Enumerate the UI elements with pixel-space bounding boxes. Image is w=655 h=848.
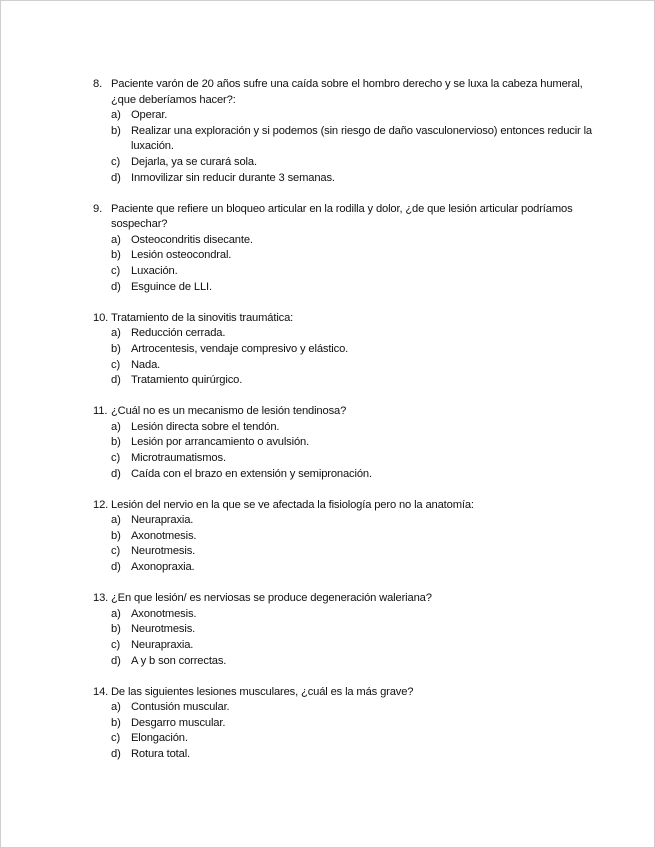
option-text: Lesión osteocondral.	[131, 249, 232, 262]
answer-options	[93, 700, 593, 762]
option-letter: c)	[111, 451, 121, 464]
question-text: Lesión del nervio en la que se ve afectada la fisiología pero no la anatomía:	[111, 498, 474, 511]
option-letter: b)	[111, 623, 121, 636]
answer-options	[93, 513, 593, 575]
answer-option	[111, 544, 593, 560]
option-text: Neurapraxia.	[131, 638, 194, 651]
option-letter: d)	[111, 280, 121, 293]
option-text: Neurotmesis.	[131, 623, 196, 636]
question-stem	[93, 498, 593, 514]
option-letter: a)	[111, 607, 121, 620]
question-10	[93, 311, 593, 389]
question-stem	[93, 202, 593, 233]
answer-options	[93, 233, 593, 295]
answer-option	[111, 280, 593, 296]
answer-option	[111, 326, 593, 342]
answer-option	[111, 233, 593, 249]
option-text: Osteocondritis disecante.	[131, 233, 253, 246]
question-number: 13.	[93, 592, 109, 605]
question-list	[93, 77, 593, 778]
option-letter: a)	[111, 327, 121, 340]
option-text: Elongación.	[131, 732, 188, 745]
question-number: 11.	[93, 405, 108, 418]
answer-option	[111, 435, 593, 451]
option-text: Microtraumatismos.	[131, 451, 226, 464]
question-14	[93, 685, 593, 763]
question-text: Paciente que refiere un bloqueo articular en la rodilla y dolor, ¿de que lesión articular podríamos sospechar?	[111, 202, 573, 231]
option-text: Esguince de LLI.	[131, 280, 212, 293]
question-8	[93, 77, 593, 186]
question-text: Paciente varón de 20 años sufre una caída sobre el hombro derecho y se luxa la cabeza humeral, ¿que deberíamos hacer?:	[111, 78, 583, 106]
question-number: 10.	[93, 311, 109, 324]
question-stem	[93, 77, 593, 108]
option-text: Dejarla, ya se curará sola.	[131, 155, 257, 168]
answer-option	[111, 560, 593, 576]
answer-option	[111, 373, 593, 389]
option-letter: a)	[111, 701, 121, 714]
option-letter: d)	[111, 467, 121, 480]
option-letter: d)	[111, 654, 121, 667]
option-text: Realizar una exploración y si podemos (sin riesgo de daño vasculonervioso) entonces reducir la luxación.	[131, 124, 593, 153]
answer-option	[111, 716, 593, 732]
answer-options	[93, 108, 593, 186]
answer-option	[111, 171, 593, 187]
option-text: Lesión directa sobre el tendón.	[131, 420, 280, 433]
answer-option	[111, 451, 593, 467]
question-text: ¿Cuál no es un mecanismo de lesión tendinosa?	[111, 405, 347, 418]
answer-option	[111, 638, 593, 654]
option-letter: c)	[111, 265, 121, 278]
question-13	[93, 591, 593, 669]
answer-option	[111, 513, 593, 529]
question-number: 9.	[93, 202, 103, 215]
option-text: Axonotmesis.	[131, 529, 197, 542]
answer-option	[111, 654, 593, 670]
option-letter: c)	[111, 545, 121, 558]
answer-options	[93, 326, 593, 388]
option-letter: d)	[111, 171, 121, 184]
option-letter: b)	[111, 249, 121, 262]
option-text: Lesión por arrancamiento o avulsión.	[131, 436, 310, 449]
answer-option	[111, 529, 593, 545]
answer-option	[111, 747, 593, 763]
option-letter: b)	[111, 529, 121, 542]
answer-option	[111, 108, 593, 124]
option-text: Axonotmesis.	[131, 607, 197, 620]
question-number: 14.	[93, 685, 109, 698]
option-letter: c)	[111, 638, 121, 651]
option-text: Neurotmesis.	[131, 545, 196, 558]
option-letter: d)	[111, 747, 121, 760]
answer-options	[93, 420, 593, 482]
option-letter: c)	[111, 358, 121, 371]
answer-option	[111, 622, 593, 638]
answer-option	[111, 731, 593, 747]
question-text: Tratamiento de la sinovitis traumática:	[111, 311, 294, 324]
answer-option	[111, 124, 593, 155]
option-letter: c)	[111, 155, 121, 168]
option-text: Luxación.	[131, 265, 178, 278]
option-text: Inmovilizar sin reducir durante 3 semanas.	[131, 171, 335, 184]
option-letter: b)	[111, 124, 121, 137]
option-text: Desgarro muscular.	[131, 716, 226, 729]
option-letter: a)	[111, 109, 121, 122]
option-letter: b)	[111, 436, 121, 449]
question-stem	[93, 404, 593, 420]
option-letter: b)	[111, 716, 121, 729]
answer-option	[111, 264, 593, 280]
option-text: A y b son correctas.	[131, 654, 227, 667]
question-number: 8.	[93, 78, 103, 90]
option-letter: a)	[111, 514, 121, 527]
answer-option	[111, 342, 593, 358]
option-text: Artrocentesis, vendaje compresivo y elástico.	[131, 342, 349, 355]
option-text: Caída con el brazo en extensión y semipronación.	[131, 467, 372, 480]
question-11	[93, 404, 593, 482]
option-text: Axonopraxia.	[131, 561, 195, 574]
question-stem	[93, 591, 593, 607]
option-letter: a)	[111, 420, 121, 433]
option-text: Reducción cerrada.	[131, 327, 226, 340]
answer-options	[93, 607, 593, 669]
question-stem	[93, 311, 593, 327]
question-text: De las siguientes lesiones musculares, ¿cuál es la más grave?	[111, 685, 414, 698]
answer-option	[111, 467, 593, 483]
option-text: Neurapraxia.	[131, 514, 194, 527]
option-letter: b)	[111, 342, 121, 355]
question-9	[93, 202, 593, 296]
option-letter: d)	[111, 374, 121, 387]
option-text: Rotura total.	[131, 747, 190, 760]
question-12	[93, 498, 593, 576]
option-text: Operar.	[131, 109, 168, 122]
question-text: ¿En que lesión/ es nerviosas se produce degeneración waleriana?	[111, 592, 432, 605]
answer-option	[111, 155, 593, 171]
option-letter: c)	[111, 732, 121, 745]
answer-option	[111, 700, 593, 716]
option-letter: d)	[111, 561, 121, 574]
option-text: Contusión muscular.	[131, 701, 230, 714]
option-text: Tratamiento quirúrgico.	[131, 374, 243, 387]
answer-option	[111, 607, 593, 623]
answer-option	[111, 248, 593, 264]
option-letter: a)	[111, 233, 121, 246]
answer-option	[111, 358, 593, 374]
answer-option	[111, 420, 593, 436]
option-text: Nada.	[131, 358, 161, 371]
question-stem	[93, 685, 593, 701]
question-number: 12.	[93, 498, 109, 511]
